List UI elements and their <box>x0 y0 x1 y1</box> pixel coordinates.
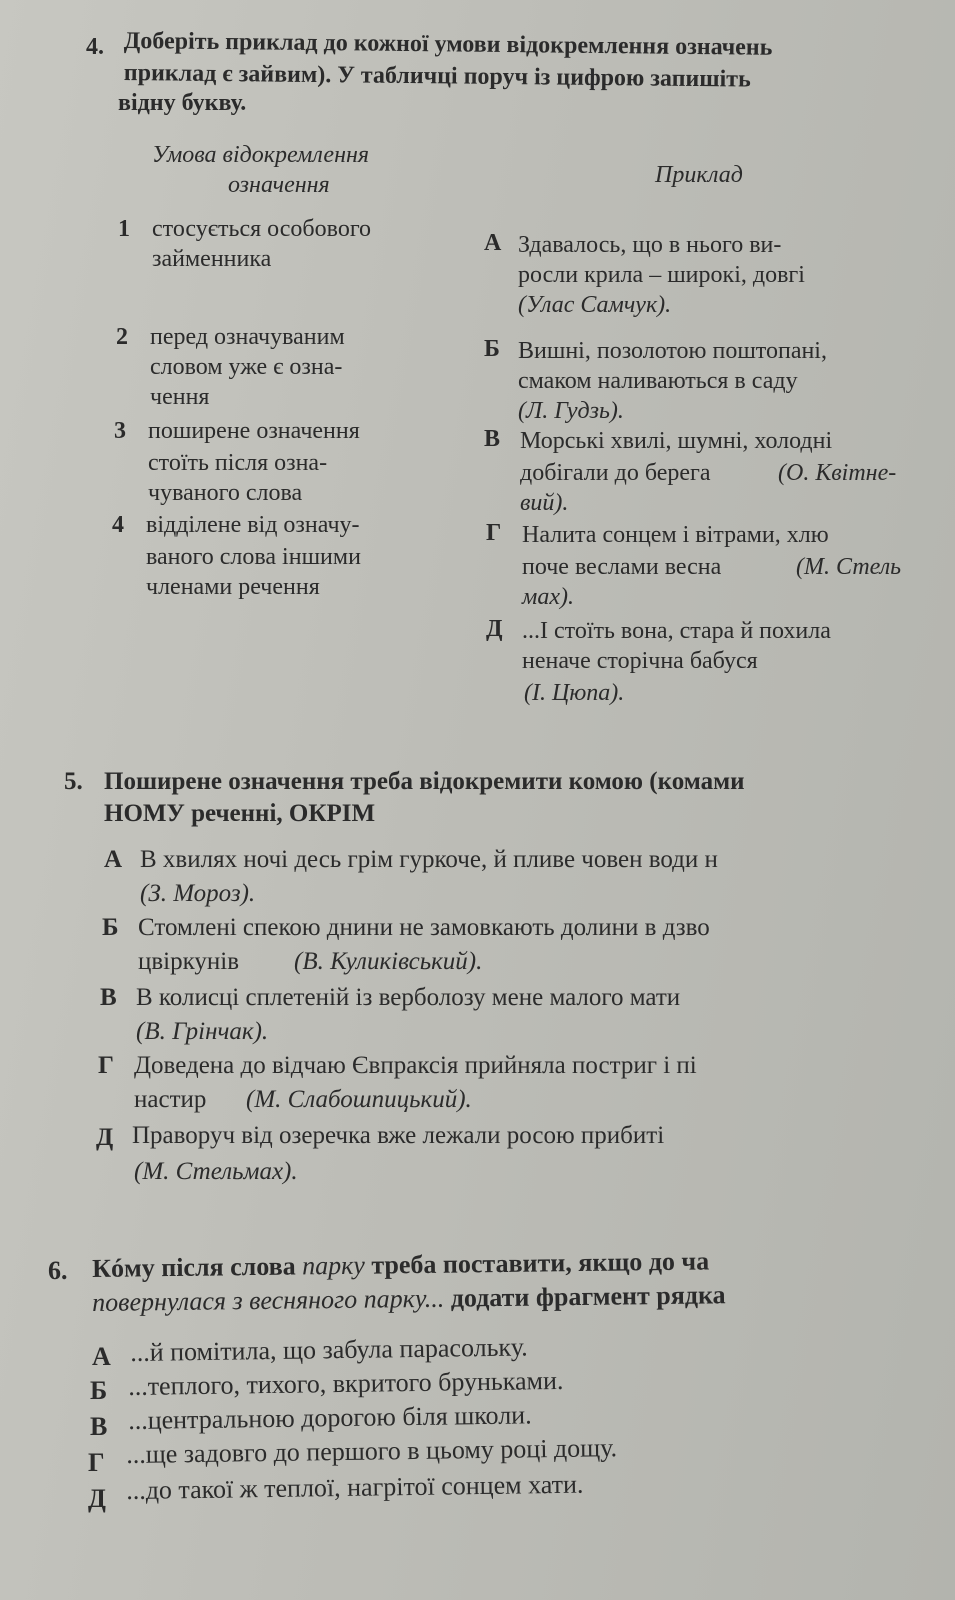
condition-number: 4 <box>112 512 124 538</box>
example-author: (О. Квітне- <box>778 460 897 486</box>
column-header-condition: означення <box>228 172 330 198</box>
condition-text: стоїть після озна- <box>148 450 328 476</box>
question-text-part: треба поставити, якщо до ча <box>371 1246 710 1280</box>
question-text-part: парку <box>301 1250 366 1281</box>
option-letter: Д <box>88 1484 106 1513</box>
example-text: добігали до берега <box>520 460 711 486</box>
question-number: 6. <box>48 1256 68 1285</box>
question-number: 4. <box>86 34 104 60</box>
condition-text: займенника <box>152 246 272 272</box>
option-letter: А <box>104 846 123 873</box>
option-text: Стомлені спекою днини не замовкають долини в дзво <box>138 914 710 941</box>
option-letter: В <box>90 1412 108 1441</box>
option-letter: В <box>100 984 117 1011</box>
option-text: ...до такої ж теплої, нагрітої сонцем хати. <box>126 1469 584 1505</box>
option-letter: Г <box>88 1448 105 1477</box>
condition-text: ваного слова іншими <box>146 544 361 570</box>
question-text-line: НОМУ реченні, ОКРІМ <box>104 800 376 827</box>
example-text: Морські хвилі, шумні, холодні <box>520 428 833 454</box>
option-author: (М. Слабошпицький). <box>246 1086 472 1113</box>
question-text-line <box>92 1246 709 1284</box>
option-letter: Б <box>102 914 119 941</box>
option-author: (В. Грінчак). <box>136 1018 269 1045</box>
example-author: вий). <box>520 490 569 516</box>
question-text-part: додати фрагмент рядка <box>450 1280 726 1313</box>
question-text-line: Доберіть приклад до кожної умови відокремлення означень <box>123 28 773 61</box>
example-author: (Улас Самчук). <box>518 292 672 318</box>
example-text: Здавалось, що в нього ви- <box>518 232 782 258</box>
option-text: В колисці сплетеній із верболозу мене малого мати <box>136 984 681 1011</box>
option-letter: Д <box>96 1124 114 1151</box>
option-letter: Б <box>90 1376 108 1405</box>
question-text-line: Поширене означення треба відокремити комою (комами <box>104 768 745 795</box>
example-letter: Д <box>486 616 503 642</box>
example-letter: В <box>484 426 501 452</box>
column-header-example: Приклад <box>655 162 743 188</box>
option-letter: Г <box>98 1052 114 1079</box>
question-number: 5. <box>64 768 83 795</box>
question-text-part: повернулася з весняного парку... <box>92 1283 445 1317</box>
example-text: ...І стоїть вона, стара й похила <box>522 618 831 644</box>
condition-number: 3 <box>114 418 126 444</box>
condition-text: відділене від означу- <box>146 512 360 538</box>
option-text: ...ще задовго до першого в цьому році дощу. <box>126 1433 618 1469</box>
condition-text: перед означуваним <box>150 324 345 350</box>
example-letter: Г <box>486 520 502 546</box>
question-text-line: приклад є зайвим). У табличці поруч із цифрою запишіть <box>123 60 751 93</box>
condition-text: словом уже є озна- <box>150 354 343 380</box>
example-text: поче веслами весна <box>522 554 722 580</box>
question-text-line: відну букву. <box>118 90 247 116</box>
condition-text: поширене означення <box>148 418 360 444</box>
option-text: ...теплого, тихого, вкритого бруньками. <box>128 1365 564 1401</box>
condition-text: чуваного слова <box>148 480 303 506</box>
option-text: цвіркунів <box>138 948 240 975</box>
option-author: (З. Мороз). <box>140 880 256 907</box>
question-text-part: Кóму після слова <box>92 1251 296 1283</box>
example-text: смаком наливаються в саду <box>518 368 798 394</box>
example-author: мах). <box>522 584 574 610</box>
option-text: Праворуч від озеречка вже лежали росою прибиті <box>132 1122 665 1149</box>
condition-text: чення <box>150 384 210 410</box>
example-letter: Б <box>484 336 500 362</box>
condition-number: 1 <box>118 216 130 242</box>
example-text: росли крила – широкі, довгі <box>518 262 805 288</box>
example-text: Налита сонцем і вітрами, хлю <box>522 522 829 548</box>
example-author: (Л. Гудзь). <box>518 398 624 424</box>
option-author: (М. Стельмах). <box>134 1158 298 1185</box>
example-author: (І. Цюпа). <box>524 680 625 706</box>
example-letter: А <box>484 230 502 256</box>
option-text: ...центральною дорогою біля школи. <box>128 1400 532 1435</box>
option-letter: А <box>92 1342 111 1371</box>
example-text: Вишні, позолотою поштопані, <box>518 338 827 364</box>
example-author: (М. Стель <box>796 554 902 580</box>
option-text: В хвилях ночі десь грім гуркоче, й пливе човен води н <box>140 846 718 873</box>
option-text: Доведена до відчаю Євпраксія прийняла постриг і пі <box>134 1052 697 1079</box>
column-header-condition: Умова відокремлення <box>152 142 370 168</box>
option-author: (В. Куликівський). <box>294 948 483 975</box>
question-text-line <box>92 1280 726 1318</box>
example-text: неначе сторічна бабуся <box>522 648 758 674</box>
condition-text: членами речення <box>146 574 320 600</box>
option-text: настир <box>134 1086 207 1113</box>
option-text: ...й помітила, що забула парасольку. <box>130 1332 528 1367</box>
condition-text: стосується особового <box>152 216 372 242</box>
condition-number: 2 <box>116 324 128 350</box>
